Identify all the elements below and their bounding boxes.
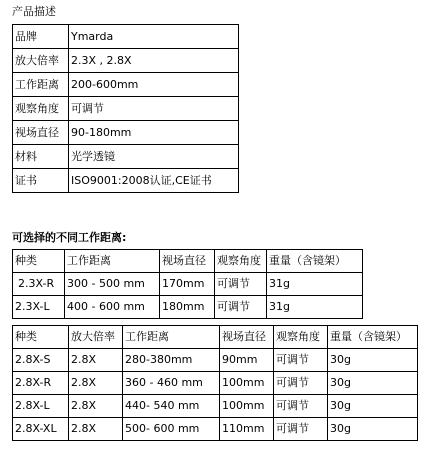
table-cell: 500- 600 mm	[123, 418, 220, 441]
table-cell: 可调节	[215, 296, 267, 319]
table-cell: 可调节	[274, 349, 328, 372]
table-cell: 2.8X-R	[13, 372, 69, 395]
table-row	[13, 25, 239, 49]
table-cell: 可调节	[274, 418, 328, 441]
table-cell: 100mm	[220, 372, 274, 395]
table-cell: 440- 540 mm	[123, 395, 220, 418]
spec-value: 90-180mm	[69, 121, 239, 145]
table-row	[13, 395, 418, 418]
table-cell: 31g	[267, 273, 363, 296]
table-cell: 可调节	[274, 372, 328, 395]
table-cell: 可调节	[215, 273, 267, 296]
column-header: 放大倍率	[69, 326, 123, 349]
spec-value: 2.3X , 2.8X	[69, 49, 239, 73]
table-cell: 300 - 500 mm	[65, 273, 160, 296]
spec-label: 材料	[13, 145, 69, 169]
variant-table-2-3x	[12, 249, 363, 319]
table-row	[13, 97, 239, 121]
spec-value: Ymarda	[69, 25, 239, 49]
table-row	[13, 169, 239, 193]
table-cell: 170mm	[160, 273, 215, 296]
table-cell: 400 - 600 mm	[65, 296, 160, 319]
table-cell: 2.8X-S	[13, 349, 69, 372]
table-cell: 100mm	[220, 395, 274, 418]
table-row	[13, 73, 239, 97]
column-header: 工作距离	[65, 250, 160, 273]
table-cell: 可调节	[274, 395, 328, 418]
column-header: 重量（含镜架）	[328, 326, 418, 349]
table-header-row	[13, 250, 363, 273]
spec-label: 品牌	[13, 25, 69, 49]
column-header: 重量（含镜架）	[267, 250, 363, 273]
table-row	[13, 349, 418, 372]
product-spec-table	[12, 24, 239, 193]
table-row	[13, 296, 363, 319]
table-cell: 30g	[328, 349, 418, 372]
table-cell: 2.3X-L	[13, 296, 65, 319]
column-header: 观察角度	[274, 326, 328, 349]
column-header: 种类	[13, 250, 65, 273]
table-cell: 2.8X	[69, 418, 123, 441]
spec-label: 工作距离	[13, 73, 69, 97]
table-cell: 2.8X	[69, 395, 123, 418]
spec-label: 视场直径	[13, 121, 69, 145]
table-row	[13, 49, 239, 73]
spec-value: 可调节	[69, 97, 239, 121]
column-header: 视场直径	[220, 326, 274, 349]
table-cell: 110mm	[220, 418, 274, 441]
spec-value: ISO9001:2008认证,CE证书	[69, 169, 239, 193]
table-row	[13, 145, 239, 169]
spec-label: 观察角度	[13, 97, 69, 121]
working-distance-heading: 可选择的不同工作距离:	[12, 231, 127, 244]
product-description-heading: 产品描述	[12, 5, 56, 18]
table-row	[13, 372, 418, 395]
table-cell: 31g	[267, 296, 363, 319]
column-header: 视场直径	[160, 250, 215, 273]
table-cell: 2.8X	[69, 349, 123, 372]
column-header: 工作距离	[123, 326, 220, 349]
column-header: 观察角度	[215, 250, 267, 273]
table-row	[13, 273, 363, 296]
table-cell: 30g	[328, 418, 418, 441]
table-cell: 180mm	[160, 296, 215, 319]
spec-value: 200-600mm	[69, 73, 239, 97]
table-header-row	[13, 326, 418, 349]
spec-label: 放大倍率	[13, 49, 69, 73]
table-cell: 30g	[328, 395, 418, 418]
table-cell: 280-380mm	[123, 349, 220, 372]
table-cell: 90mm	[220, 349, 274, 372]
variant-table-2-8x	[12, 325, 418, 441]
column-header: 种类	[13, 326, 69, 349]
spec-label: 证书	[13, 169, 69, 193]
table-row	[13, 121, 239, 145]
table-cell: 2.8X-XL	[13, 418, 69, 441]
table-cell: 2.8X	[69, 372, 123, 395]
table-row	[13, 418, 418, 441]
table-cell: 360 - 460 mm	[123, 372, 220, 395]
table-cell: 2.3X-R	[13, 273, 65, 296]
table-cell: 30g	[328, 372, 418, 395]
spec-value: 光学透镜	[69, 145, 239, 169]
table-cell: 2.8X-L	[13, 395, 69, 418]
